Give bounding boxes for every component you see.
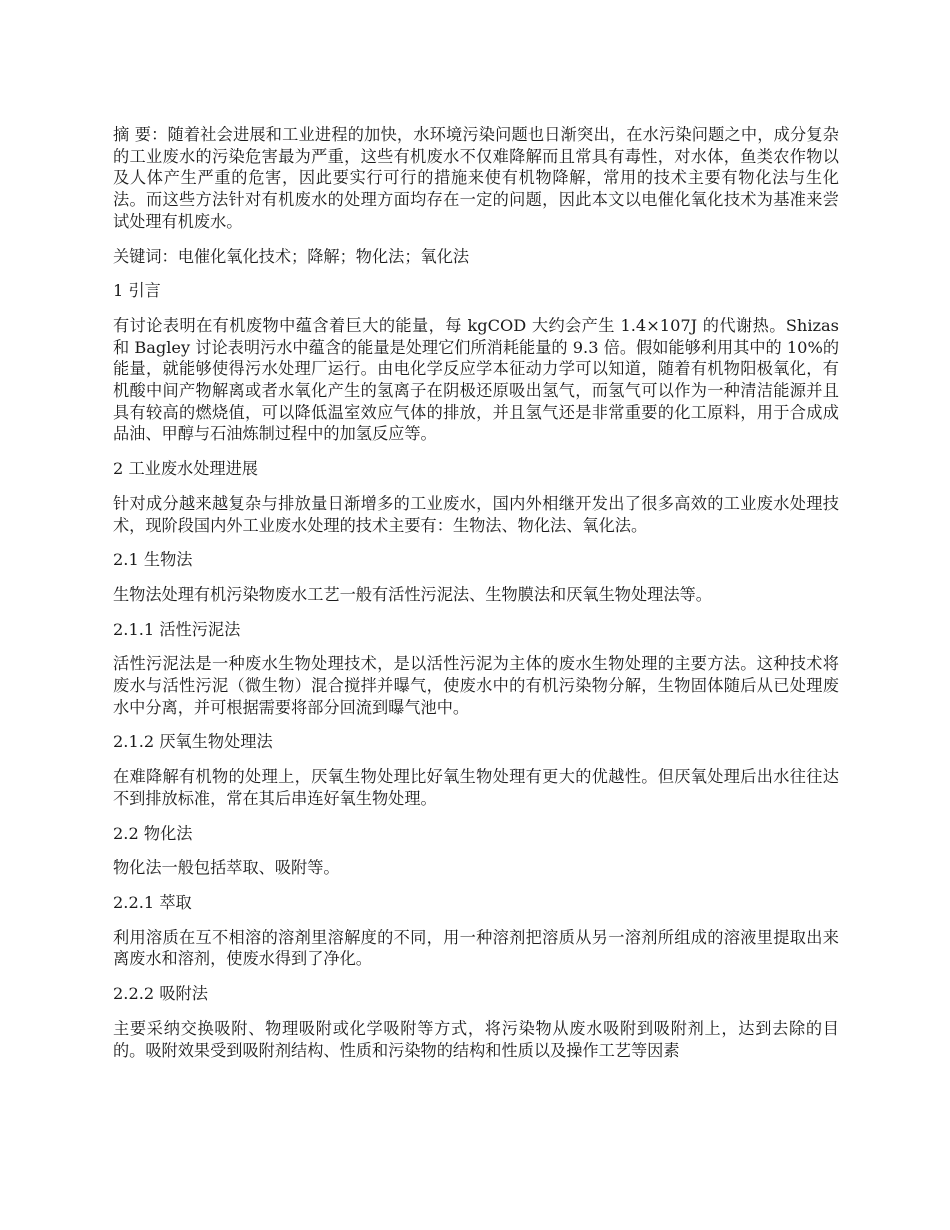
section-1-heading: 1 引言	[113, 281, 161, 301]
section-2-paragraph: 针对成分越来越复杂与排放量日渐增多的工业废水，国内外相继开发出了很多高效的工业废水处理技术，现阶段国内外工业废水处理的技术主要有：生物法、物化法、氧化法。	[113, 493, 839, 535]
section-2-2-2-heading: 2.2.2 吸附法	[113, 984, 208, 1004]
abstract-paragraph: 摘 要：随着社会进展和工业进程的加快，水环境污染问题也日渐突出，在水污染问题之中，成分复杂的工业废水的污染危害最为严重，这些有机废水不仅难降解而且常具有毒性，对水体，鱼类农作物以及人体产生严重的危害，因此要实行可行的措施来使有机物降解，常用的技术主要有物化法与生化法。而这些方法针对有机废水的处理方面均存在一定的问题，因此本文以电催化氧化技术为基准来尝试处理有机废水。	[113, 125, 839, 231]
section-1-paragraph: 有讨论表明在有机废物中蕴含着巨大的能量，每 kgCOD 大约会产生 1.4×107J 的代谢热。Shizas 和 Bagley 讨论表明污水中蕴含的能量是处理它们所消耗能量的 9.3 倍。假如能够利用其中的 10%的能量，就能够使得污水处理厂运行。由电化学反应学本征动力学可以知道，随着有机物阳极氧化，有机酸中间产物解离或者水氧化产生的氢离子在阴极还原吸出氢气，而氢气可以作为一种清洁能源并且具有较高的燃烧值，可以降低温室效应气体的排放，并且氢气还是非常重要的化工原料，用于合成成品油、甲醇与石油炼制过程中的加氢反应等。	[113, 315, 840, 444]
section-2-2-paragraph: 物化法一般包括萃取、吸附等。	[113, 858, 340, 878]
section-2-1-1-paragraph: 活性污泥法是一种废水生物处理技术，是以活性污泥为主体的废水生物处理的主要方法。这种技术将废水与活性污泥（微生物）混合搅拌并曝气，使废水中的有机污染物分解，生物固体随后从已处理废水中分离，并可根据需要将部分回流到曝气池中。	[113, 654, 839, 717]
section-2-1-2-heading: 2.1.2 厌氧生物处理法	[113, 732, 273, 752]
section-2-1-2-paragraph: 在难降解有机物的处理上，厌氧生物处理比好氧生物处理有更大的优越性。但厌氧处理后出水往往达不到排放标准，常在其后串连好氧生物处理。	[113, 767, 839, 808]
section-2-1-1-heading: 2.1.1 活性污泥法	[113, 619, 241, 639]
section-2-heading: 2 工业废水处理进展	[113, 459, 258, 479]
document-page	[113, 124, 839, 1074]
section-2-2-1-heading: 2.2.1 萃取	[113, 892, 192, 912]
section-2-2-1-paragraph: 利用溶质在互不相溶的溶剤里溶解度的不同，用一种溶剂把溶质从另一溶剂所组成的溶液里提取出来离废水和溶剂，使废水得到了净化。	[113, 927, 839, 969]
section-2-1-heading: 2.1 生物法	[113, 550, 193, 570]
section-2-2-2-paragraph: 主要采纳交换吸附、物理吸附或化学吸附等方式，将污染物从废水吸附到吸附剂上，达到去除的目的。吸附效果受到吸附剂结构、性质和污染物的结构和性质以及操作工艺等因素	[113, 1018, 839, 1060]
section-2-2-heading: 2.2 物化法	[113, 823, 193, 843]
section-2-1-paragraph: 生物法处理有机污染物废水工艺一般有活性污泥法、生物膜法和厌氧生物处理法等。	[113, 584, 712, 604]
keywords-line: 关键词：电催化氧化技术；降解；物化法；氧化法	[113, 246, 470, 266]
